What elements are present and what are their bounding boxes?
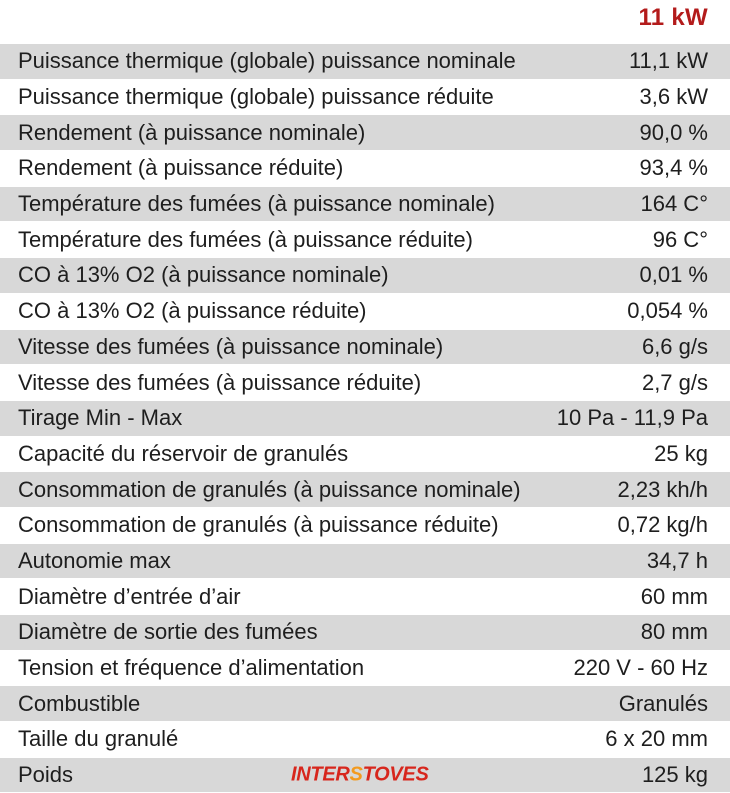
spec-label: Combustible	[18, 690, 141, 716]
spec-row	[0, 44, 730, 80]
spec-label: Tension et fréquence d’alimentation	[18, 655, 365, 681]
spec-value: 10 Pa - 11,9 Pa	[556, 405, 708, 431]
spec-value: 93,4 %	[639, 155, 708, 181]
spec-value: 25 kg	[654, 440, 708, 466]
spec-value: 220 V - 60 Hz	[573, 655, 708, 681]
spec-row	[0, 437, 730, 473]
spec-label: Consommation de granulés (à puissance nominale)	[18, 476, 521, 502]
logo-text-left: INTER	[291, 763, 350, 786]
spec-label: Tirage Min - Max	[18, 405, 183, 431]
spec-row	[0, 187, 730, 223]
spec-row	[0, 365, 730, 401]
spec-row	[0, 544, 730, 580]
spec-value: 2,7 g/s	[641, 369, 708, 395]
spec-row	[0, 258, 730, 294]
spec-value: 60 mm	[640, 583, 708, 609]
spec-row	[0, 579, 730, 615]
spec-row	[0, 508, 730, 544]
spec-row	[0, 222, 730, 258]
logo-text-right: TOVES	[362, 763, 429, 786]
spec-value: 90,0 %	[639, 119, 708, 145]
spec-value: 34,7 h	[646, 547, 708, 573]
spec-label: Puissance thermique (globale) puissance réduite	[18, 84, 494, 110]
spec-row	[0, 80, 730, 116]
spec-value: 0,72 kg/h	[617, 512, 708, 538]
spec-row	[0, 758, 730, 793]
spec-label: Diamètre d’entrée d’air	[18, 583, 241, 609]
model-power-heading: 11 kW	[638, 4, 708, 31]
spec-value: 6 x 20 mm	[605, 726, 708, 752]
spec-value: 2,23 kh/h	[617, 476, 708, 502]
spec-row	[0, 686, 730, 722]
spec-value: 0,01 %	[639, 262, 708, 288]
spec-row	[0, 401, 730, 437]
spec-label: Taille du granulé	[18, 726, 179, 752]
spec-label: Rendement (à puissance nominale)	[18, 119, 366, 145]
spec-row	[0, 294, 730, 330]
spec-row	[0, 651, 730, 687]
spec-label: Température des fumées (à puissance nominale)	[18, 191, 495, 217]
spec-row	[0, 722, 730, 758]
spec-label: Capacité du réservoir de granulés	[18, 440, 349, 466]
spec-header	[0, 0, 730, 44]
spec-value: 96 C°	[652, 226, 708, 252]
logo-flame-mark: S	[349, 763, 363, 786]
spec-value: 0,054 %	[627, 298, 708, 324]
spec-label: CO à 13% O2 (à puissance réduite)	[18, 298, 367, 324]
spec-value: Granulés	[618, 690, 708, 716]
spec-row	[0, 330, 730, 366]
interstoves-logo	[291, 765, 429, 785]
spec-row	[0, 151, 730, 187]
spec-label: Autonomie max	[18, 547, 171, 573]
spec-row	[0, 472, 730, 508]
spec-table	[0, 44, 730, 793]
spec-value: 125 kg	[641, 762, 708, 788]
spec-label: Température des fumées (à puissance réduite)	[18, 226, 473, 252]
spec-value: 164 C°	[640, 191, 708, 217]
spec-label: Rendement (à puissance réduite)	[18, 155, 344, 181]
spec-label: Puissance thermique (globale) puissance nominale	[18, 48, 516, 74]
spec-label: Diamètre de sortie des fumées	[18, 619, 318, 645]
spec-value: 3,6 kW	[639, 84, 708, 110]
spec-value: 80 mm	[640, 619, 708, 645]
spec-label: Consommation de granulés (à puissance réduite)	[18, 512, 499, 538]
spec-label: CO à 13% O2 (à puissance nominale)	[18, 262, 389, 288]
spec-value: 11,1 kW	[628, 48, 708, 74]
spec-label: Vitesse des fumées (à puissance nominale)	[18, 333, 444, 359]
spec-row	[0, 115, 730, 151]
spec-label: Poids	[18, 762, 74, 788]
spec-row	[0, 615, 730, 651]
spec-value: 6,6 g/s	[641, 333, 708, 359]
spec-label: Vitesse des fumées (à puissance réduite)	[18, 369, 422, 395]
